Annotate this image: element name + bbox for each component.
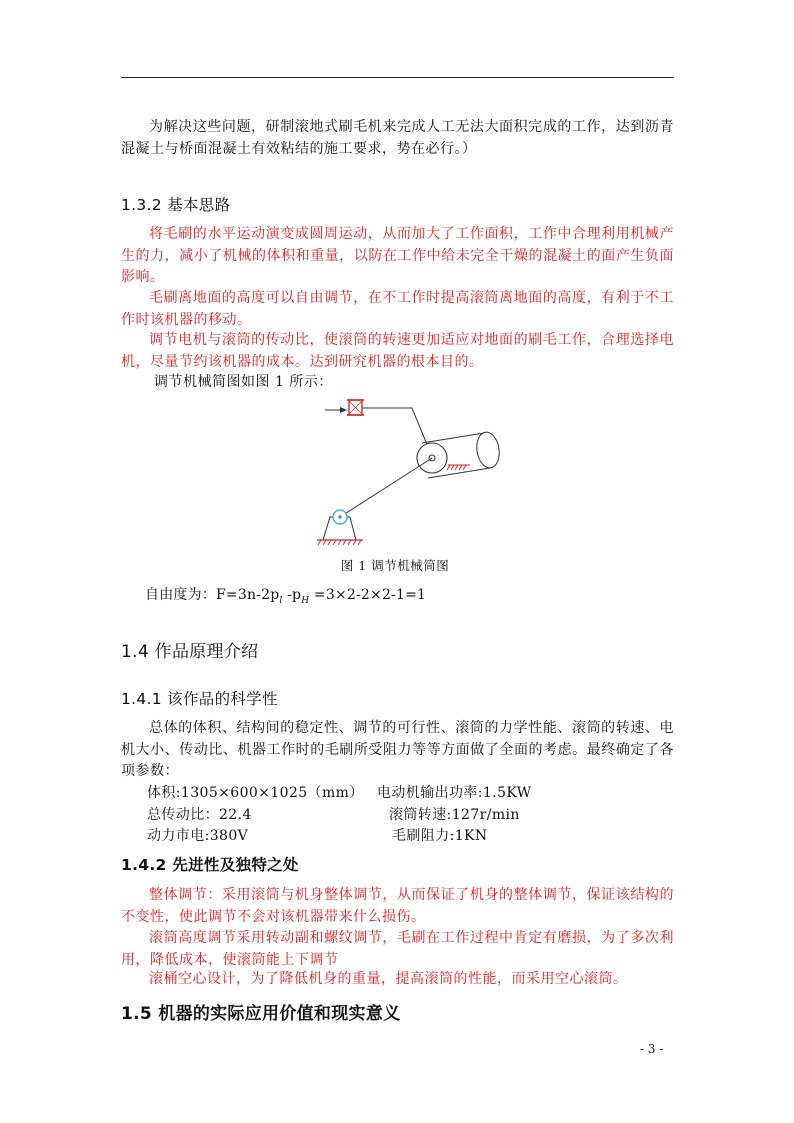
param-mains-power: 动力市电:380V — [147, 828, 249, 844]
section-1-3-2-heading: 1.3.2 基本思路 — [121, 196, 231, 214]
param-transmission-ratio: 总传动比：22.4 — [147, 807, 252, 823]
advance-paragraph-3: 滚桶空心设计，为了降低机身的重量，提高滚筒的性能，而采用空心滚筒。 — [149, 971, 628, 987]
section-1-4-2-heading: 1.4.2 先进性及独特之处 — [121, 856, 299, 874]
section-1-4-1-heading: 1.4.1 该作品的科学性 — [121, 690, 278, 708]
input-arrow — [325, 407, 347, 413]
param-brush-resistance: 毛刷阻力:1KN — [392, 828, 488, 844]
formula-prefix: 自由度为：F=3n-2p — [145, 587, 280, 603]
formula-subscript-l: l — [279, 595, 283, 606]
section-1-5-heading: 1.5 机器的实际应用价值和现实意义 — [121, 1004, 401, 1024]
ground-pivot-support — [317, 510, 363, 545]
formula-subscript-h: H — [301, 595, 310, 606]
idea-paragraph-3: 调节电机与滚筒的传动比，使滚筒的转速更加适应对地面的刷毛工作，合理选择电机，尽量节约该机器的成本。达到研究机器的根本目的。 — [121, 332, 674, 370]
connecting-rod — [340, 458, 432, 517]
advance-paragraph-2: 滚筒高度调节采用转动副和螺纹调节，毛刷在工作过程中肯定有磨损，为了多次利用，降低成本，使滚筒能上下调节 — [121, 930, 674, 968]
slider-guide-symbol — [347, 400, 364, 415]
param-drum-speed: 滚筒转速:127r/min — [389, 807, 520, 823]
formula-suffix: =3×2-2×2-1=1 — [309, 587, 427, 603]
dof-formula — [145, 584, 426, 606]
param-motor-power: 电动机输出功率:1.5KW — [377, 785, 532, 801]
section-1-4-heading: 1.4 作品原理介绍 — [121, 642, 259, 662]
science-paragraph: 总体的体积、结构间的稳定性、调节的可行性、滚筒的力学性能、滚筒的转速、电机大小、传动比、机器工作时的毛刷所受阻力等等方面做了全面的考虑。最终确定了各项参数： — [121, 720, 674, 779]
formula-mid: -p — [282, 587, 302, 603]
idea-paragraph-2: 毛刷离地面的高度可以自由调节，在不工作时提高滚筒离地面的高度，有利于不工作时该机器的移动。 — [121, 290, 674, 328]
figure-caption: 图 1 调节机械简图 — [340, 558, 450, 573]
page-number: - 3 - — [640, 1042, 664, 1056]
param-volume: 体积:1305×600×1025（mm） — [147, 785, 364, 801]
intro-paragraph: 为解决这些问题，研制滚地式刷毛机来完成人工无法大面积完成的工作，达到沥青混凝土与桥面混凝土有效粘结的施工要求，势在必行。） — [121, 119, 674, 157]
idea-paragraph-1: 将毛刷的水平运动演变成圆周运动，从而加大了工作面积，工作中合理利用机械产生的力，减小了机械的体积和重量，以防在工作中给未完全干燥的混凝土的面产生负面影响。 — [121, 226, 674, 285]
advance-paragraph-1: 整体调节：采用滚筒与机身整体调节，从而保证了机身的整体调节，保证该结构的不变性，使此调节不会对该机器带来什么损伤。 — [121, 887, 674, 925]
drum-ground-hatch — [447, 465, 470, 470]
drum-cylinder — [417, 431, 502, 478]
frame-link — [362, 408, 428, 447]
figure-intro-line: 调节机械简图如图 1 所示： — [154, 374, 333, 390]
